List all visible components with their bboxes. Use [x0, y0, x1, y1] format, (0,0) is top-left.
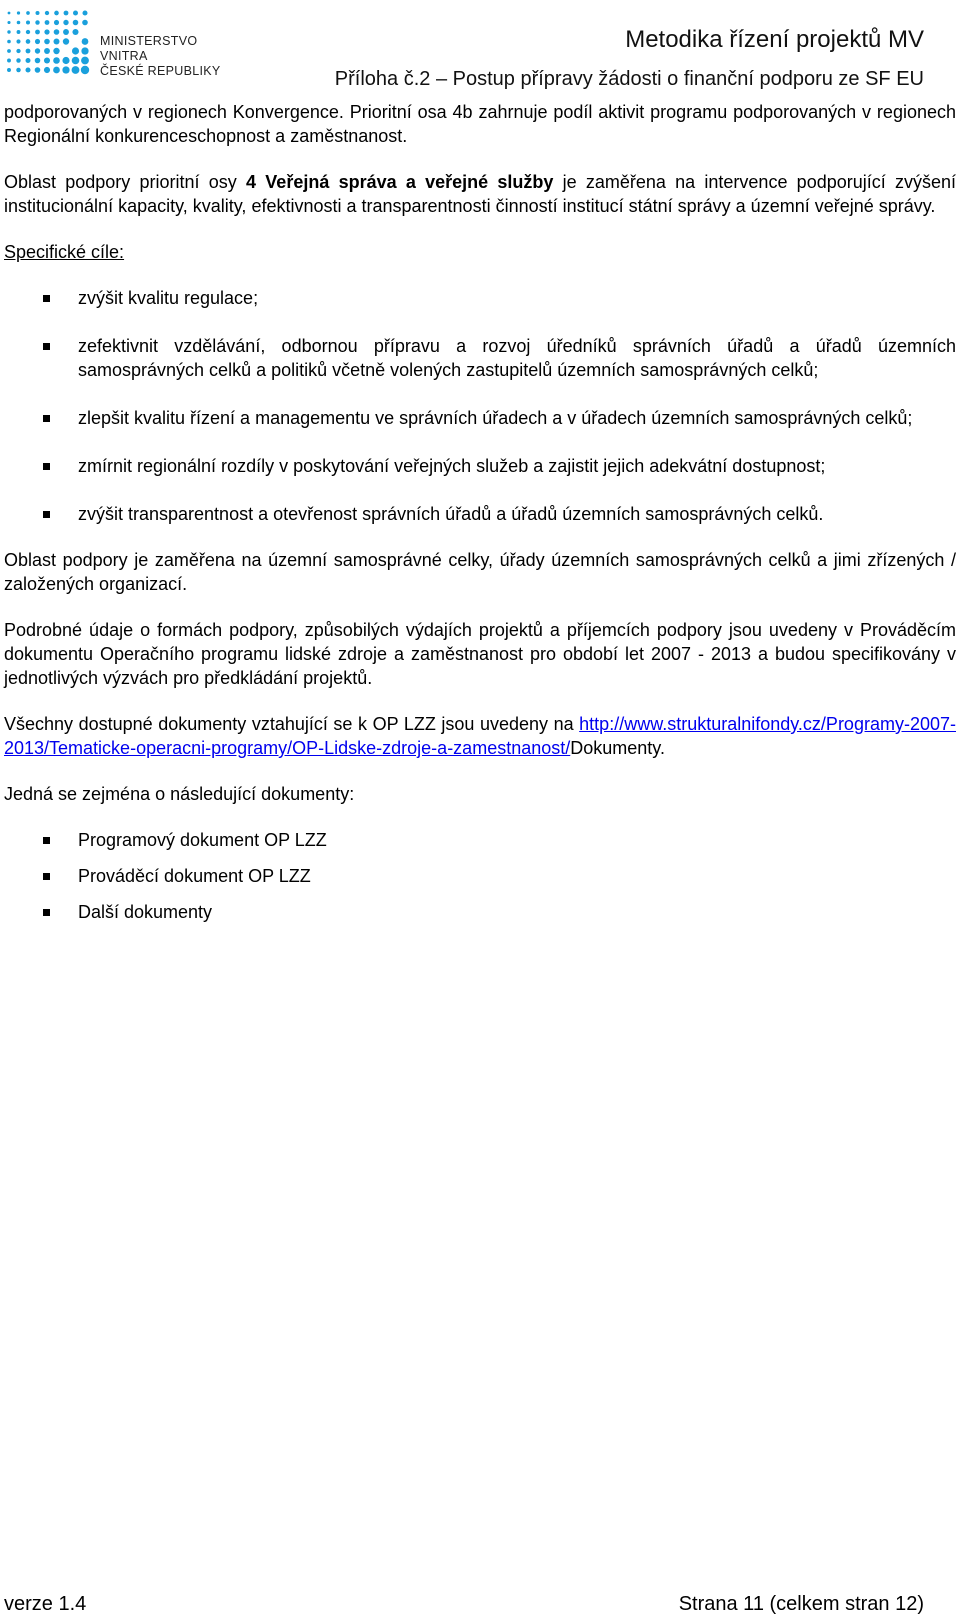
logo-line-1: MINISTERSTVO VNITRA — [100, 34, 198, 63]
paragraph-5-lead: Všechny dostupné dokumenty vztahující se k OP LZZ jsou uvedeny na — [4, 714, 580, 734]
logo-dot — [45, 11, 49, 15]
logo-dot — [26, 39, 31, 44]
logo-dot — [53, 48, 59, 54]
logo-dot — [16, 39, 20, 43]
logo-dot — [62, 57, 69, 64]
list-item: zvýšit kvalitu regulace; — [4, 286, 956, 310]
logo-dot — [26, 58, 31, 63]
logo-dot — [45, 20, 50, 25]
logo-dot — [44, 67, 50, 73]
logo-dot — [53, 67, 60, 74]
logo-dot — [72, 47, 79, 54]
logo-dot — [16, 49, 20, 53]
logo-dot — [54, 29, 60, 35]
ministry-logo — [4, 8, 244, 78]
header-title: Metodika řízení projektů MV — [625, 26, 924, 53]
paragraph-2-lead: Oblast podpory prioritní osy — [4, 172, 247, 192]
logo-dot — [44, 48, 50, 54]
ministry-logo-icon — [4, 8, 94, 78]
logo-dot — [44, 57, 50, 63]
logo-dot — [16, 68, 20, 72]
logo-dot — [44, 39, 50, 45]
logo-dot — [35, 48, 40, 53]
paragraph-2 — [4, 170, 956, 218]
logo-dot — [16, 58, 20, 62]
logo-dot — [63, 29, 69, 35]
logo-dot — [82, 10, 87, 15]
logo-dot — [64, 11, 69, 16]
logo-dot — [35, 67, 41, 73]
logo-dot — [7, 30, 10, 33]
logo-dot — [73, 11, 78, 16]
specific-goals-heading: Specifické cíle: — [4, 242, 125, 262]
logo-dot — [72, 66, 80, 74]
logo-dot — [35, 39, 40, 44]
logo-dot — [26, 20, 30, 24]
logo-dot — [72, 57, 80, 65]
logo-dot — [81, 47, 88, 54]
logo-dot — [26, 11, 30, 15]
logo-dot — [26, 30, 30, 34]
structural-funds-link[interactable]: http://www.strukturalnifondy.cz/Programy-2007-2013/Tematicke-operacni-programy/OP-Lidske-zdroje-a-zamestnanost/ — [4, 714, 956, 758]
logo-dot — [54, 20, 59, 25]
logo-dot — [82, 38, 89, 45]
logo-dot — [72, 29, 78, 35]
logo-dot — [53, 57, 60, 64]
logo-dot — [7, 49, 11, 53]
logo-dot — [54, 11, 59, 16]
footer-version: verze 1.4 — [4, 1593, 87, 1615]
logo-dot — [25, 67, 30, 72]
logo-dot — [63, 38, 69, 44]
logo-dot — [17, 11, 20, 14]
header-subtitle: Příloha č.2 – Postup přípravy žádosti o finanční podporu ze SF EU — [334, 68, 924, 90]
paragraph-2-rest: je zaměřena na intervence podporující zvýšení institucionální kapacity, kvality, efektivnosti a transparentnosti činností institucí státní správy a územní veřejné správy. — [4, 172, 956, 216]
logo-dot — [44, 29, 49, 34]
logo-dot — [73, 20, 79, 26]
logo-dot — [17, 21, 21, 25]
paragraph-4: Podrobné údaje o formách podpory, způsobilých výdajích projektů a příjemcích podpory jsou uvedeny v Prováděcím dokumentu Operačního programu lidské zdroje a zaměstnanost pro období let 2007 - 2013 a budou specifikovány v jednotlivých výzvách pro předkládání projektů. — [4, 620, 956, 688]
list-item: zmírnit regionální rozdíly v poskytování veřejných služeb a zajistit jejich adekvátní dostupnost; — [4, 454, 956, 478]
paragraph-5 — [4, 712, 956, 760]
documents-list — [4, 828, 956, 924]
list-item: zefektivnit vzdělávání, odbornou přípravu a rozvoj úředníků správních úřadů a úřadů územních samosprávných celků a politiků včetně volených zastupitelů územních samosprávných celků; — [4, 334, 956, 382]
document-body — [4, 100, 956, 936]
logo-dot — [62, 66, 69, 73]
list-item: Programový dokument OP LZZ — [4, 828, 956, 852]
logo-dot — [7, 68, 11, 72]
logo-dot — [81, 66, 89, 74]
paragraph-1: podporovaných v regionech Konvergence. Prioritní osa 4b zahrnuje podíl aktivit programu podporovaných v regionech Regionální konkurenceschopnost a zaměstnanost. — [4, 102, 956, 146]
logo-dot — [35, 58, 41, 64]
logo-dot — [35, 20, 39, 24]
paragraph-6: Jedná se zejména o následující dokumenty: — [4, 784, 355, 804]
logo-dot — [63, 20, 68, 25]
logo-dot — [7, 40, 11, 44]
logo-dot — [35, 30, 40, 35]
list-item: Prováděcí dokument OP LZZ — [4, 864, 956, 888]
paragraph-5-rest: Dokumenty. — [570, 738, 665, 758]
list-item: Další dokumenty — [4, 900, 956, 924]
logo-dot — [7, 21, 10, 24]
logo-line-2: ČESKÉ REPUBLIKY — [100, 64, 221, 78]
logo-dot — [53, 38, 59, 44]
logo-dot — [17, 30, 21, 34]
list-item: zlepšit kvalitu řízení a managementu ve správních úřadech a v úřadech územních samosprávných celků; — [4, 406, 956, 430]
list-item: zvýšit transparentnost a otevřenost správních úřadů a úřadů územních samosprávných celků. — [4, 502, 956, 526]
logo-dot — [82, 20, 88, 26]
footer-page-number: Strana 11 (celkem stran 12) — [678, 1593, 924, 1615]
paragraph-3: Oblast podpory je zaměřena na územní samosprávné celky, úřady územních samosprávných celků a jimi zřízených / založených organizací. — [4, 550, 956, 594]
logo-dot — [8, 12, 11, 15]
logo-dot — [81, 57, 89, 65]
logo-dot — [26, 49, 31, 54]
ministry-logo-text — [100, 34, 244, 79]
specific-goals-list — [4, 286, 956, 526]
priority-axis-name: 4 Veřejná správa a veřejné služby — [246, 172, 554, 192]
logo-dot — [7, 59, 11, 63]
logo-dot — [35, 11, 39, 15]
